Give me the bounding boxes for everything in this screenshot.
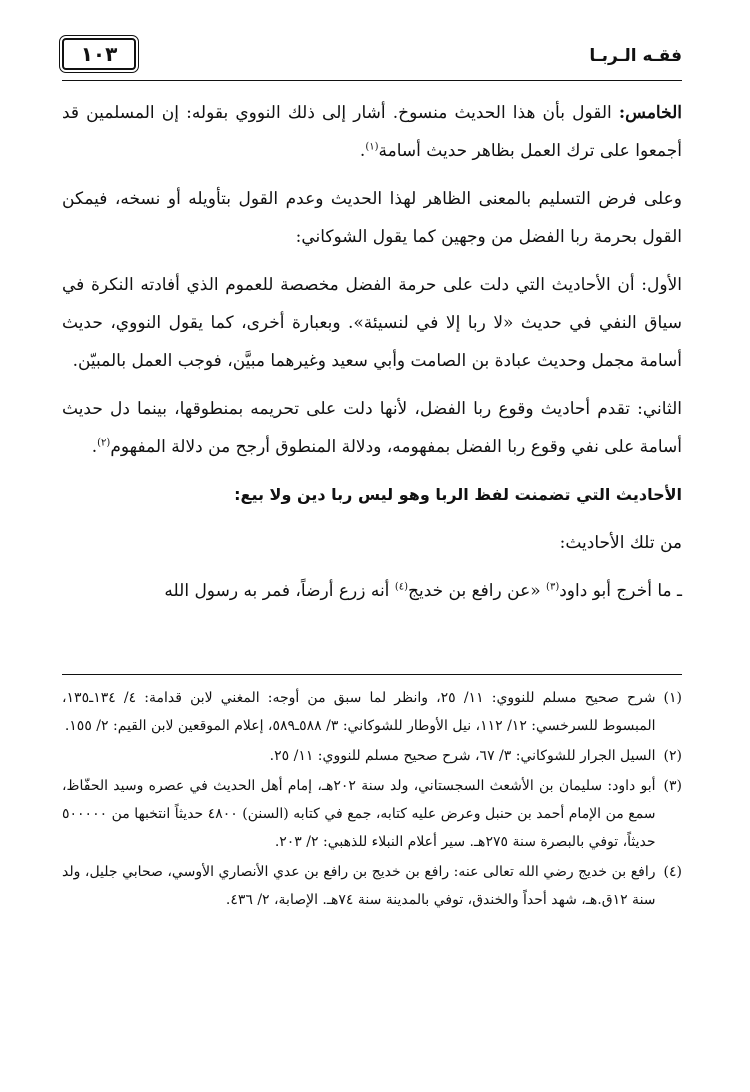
section-heading: الأحاديث التي تضمنت لفظ الربا وهو ليس ربا دين ولا بيع: — [234, 485, 682, 504]
footnote-number: (٣) — [663, 778, 682, 794]
running-title: فقـه الـربـا — [589, 46, 682, 66]
main-text — [62, 94, 682, 620]
footnote — [62, 742, 682, 770]
footnote-ref: (١) — [365, 141, 379, 153]
footnote-text: رافع بن خديج رضي الله تعالى عنه: رافع بن خديج بن رافع بن عدي الأنصاري الأوسي، صحابي جليل، ولد سنة ١٢ق.هـ، شهد أحداً والخندق، توفي بالمدينة سنة ٧٤هـ. الإصابة، ٢/ ٤٣٦. — [62, 864, 656, 908]
footnote-ref: (٤) — [394, 581, 408, 593]
footnote-number: (١) — [663, 690, 682, 706]
footnote — [62, 684, 682, 740]
footnote-text: السيل الجرار للشوكاني: ٣/ ٦٧، شرح صحيح مسلم للنووي: ١١/ ٢٥. — [269, 748, 656, 764]
paragraph-intro: من تلك الأحاديث: — [559, 533, 682, 553]
footnote-ref: (٣) — [546, 581, 560, 593]
footnote-divider — [62, 674, 682, 675]
footnote-number: (٢) — [663, 748, 682, 764]
footnote-ref: (٢) — [97, 437, 111, 449]
paragraph-text: القول بأن هذا الحديث منسوخ. أشار إلى ذلك النووي بقوله: إن المسلمين قد أجمعوا على ترك العمل بظاهر حديث أسامة — [62, 103, 682, 161]
paragraph-first-aspect: الأول: أن الأحاديث التي دلت على حرمة الفضل مخصصة للعموم الذي أفادته النكرة في سياق النفي في حديث «لا ربا إلا في لنسيئة». وبعبارة أخرى، كما يقول النووي، حديث أسامة مجمل وحديث عبادة بن الصامت وأبي سعيد وغيرهما مبيَّن، فوجب العمل بالمبيّن. — [62, 275, 682, 371]
footnote — [62, 772, 682, 856]
paragraph-text: «عن رافع بن خديج — [408, 581, 547, 601]
footnote-number: (٤) — [663, 864, 682, 880]
page-header — [62, 38, 682, 76]
paragraph-text: ـ ما أخرج أبو داود — [559, 581, 682, 601]
footnotes — [62, 684, 682, 916]
footnote-text: شرح صحيح مسلم للنووي: ١١/ ٢٥، وانظر لما سبق من أوجه: المغني لابن قدامة: ٤/ ١٣٤ـ١٣٥، المبسوط للسرخسي: ١٢/ ١١٢، نيل الأوطار للشوكاني: ٣/ ٥٨٨ـ٥٨٩، إعلام الموقعين لابن القيم: ٢/ ١٥٥. — [62, 690, 656, 734]
paragraph-fifth — [62, 94, 682, 170]
paragraph-hadith — [62, 572, 682, 610]
paragraph-text: الثاني: تقدم أحاديث وقوع ربا الفضل، لأنها دلت على تحريمه بمنطوقها، بينما دل حديث أسامة على نفي وقوع ربا الفضل بمفهومه، ودلالة المنطوق أرجح من دلالة المفهوم — [62, 399, 682, 457]
page-number: ١٠٣ — [62, 38, 136, 70]
paragraph-end: . — [359, 141, 366, 161]
paragraph-end: . — [91, 437, 98, 457]
paragraph-assumption: وعلى فرض التسليم بالمعنى الظاهر لهذا الحديث وعدم القول بتأويله أو نسخه، فيمكن القول بحرمة ربا الفضل من وجهين كما يقول الشوكاني: — [62, 189, 682, 247]
footnote-text: أبو داود: سليمان بن الأشعث السجستاني، ولد سنة ٢٠٢هـ، إمام أهل الحديث في عصره وسيد الحفّاظ، سمع من الإمام أحمد بن حنبل وعرض عليه كتابه، جمع في كتابه (السنن) ٤٨٠٠ حديثاً انتخبها من ٥٠٠٠٠٠ حديثاً، توفي بالبصرة سنة ٢٧٥هـ. سير أعلام النبلاء للذهبي: ٢/ ٢٠٣. — [62, 778, 656, 850]
paragraph-lead: الخامس: — [618, 103, 682, 123]
header-divider — [62, 80, 682, 81]
paragraph-text: أنه زرع أرضاً، فمر به رسول الله — [164, 581, 395, 601]
paragraph-second-aspect — [62, 390, 682, 466]
footnote — [62, 858, 682, 914]
